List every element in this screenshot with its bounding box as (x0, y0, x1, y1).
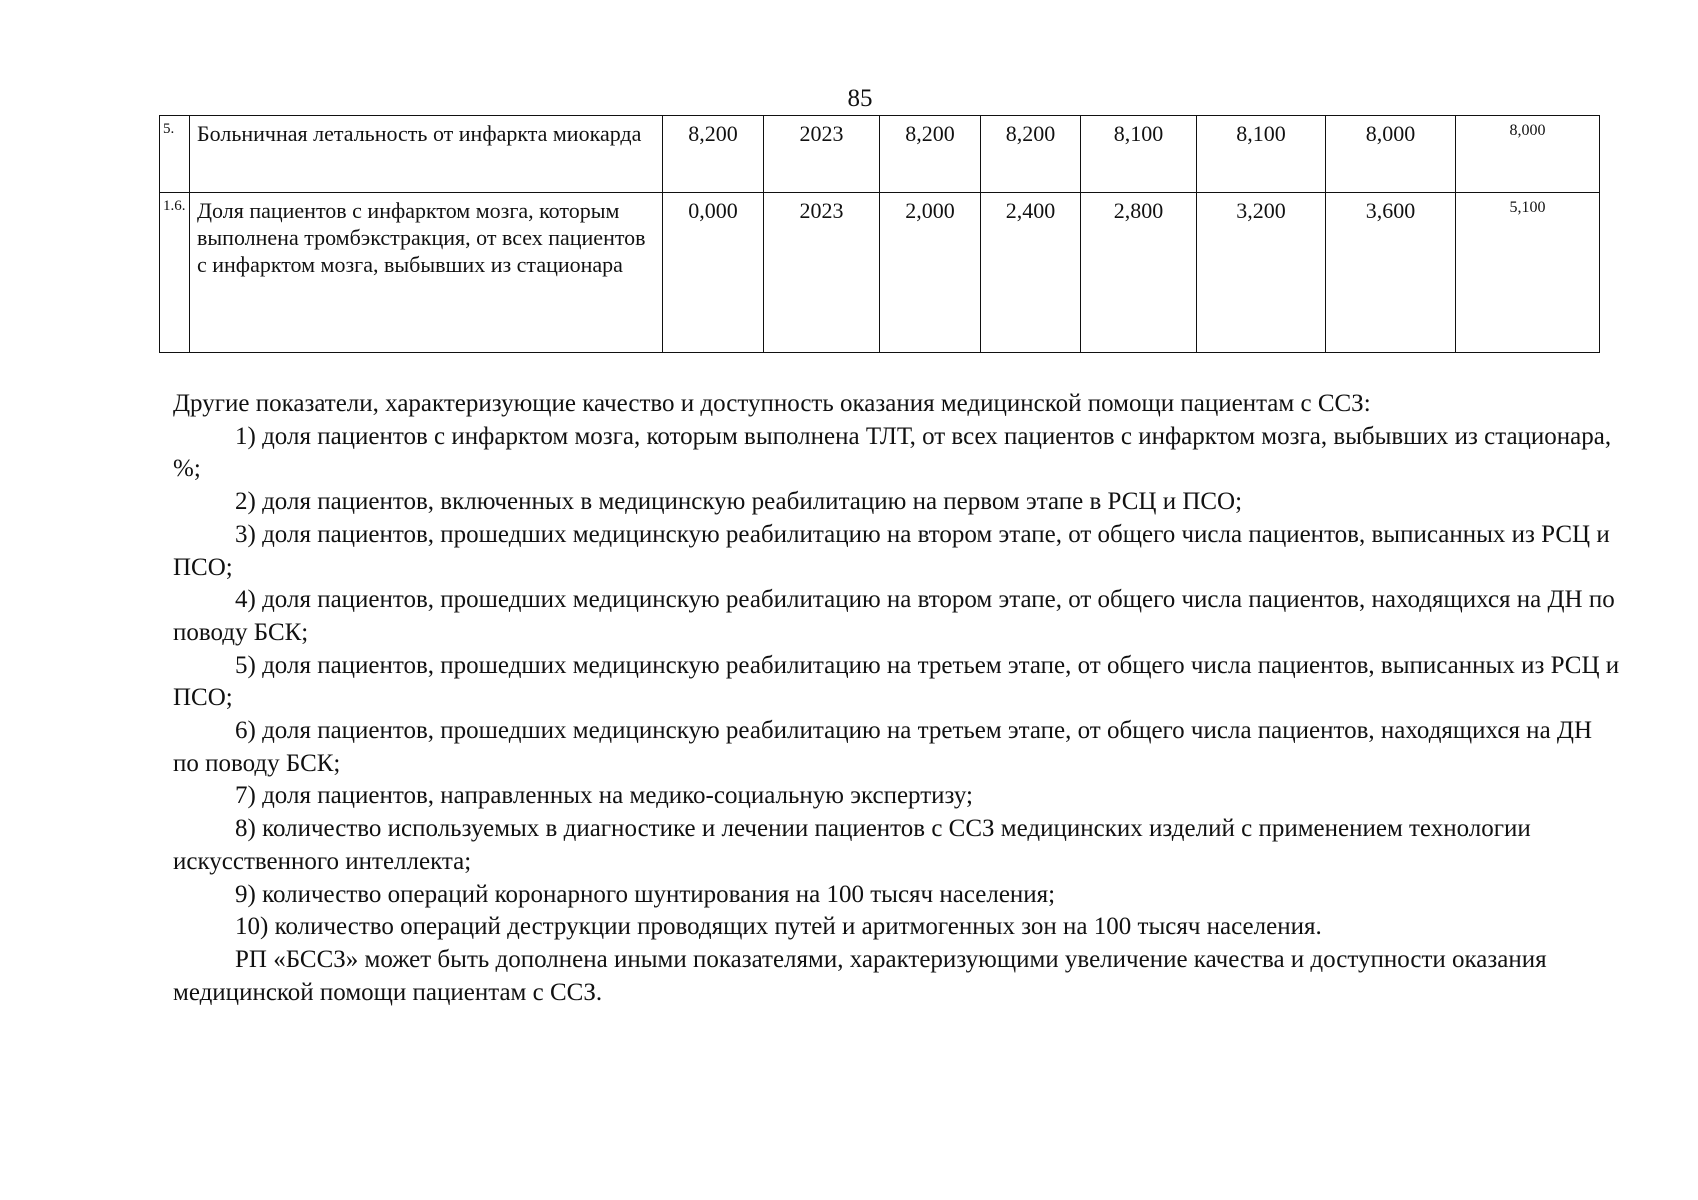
list-item: 8) количество используемых в диагностике и лечении пациентов с ССЗ медицинских изделий с применением технологии искусственного интеллекта; (173, 815, 1531, 875)
indicators-table (159, 115, 1600, 353)
list-item: 6) доля пациентов, прошедших медицинскую реабилитацию на третьем этапе, от общего числа пациентов, находящихся на ДН по поводу БСК; (173, 717, 1593, 777)
list-item: 5) доля пациентов, прошедших медицинскую реабилитацию на третьем этапе, от общего числа пациентов, выписанных из РСЦ и ПСО; (173, 651, 1620, 712)
base-value: 0,000 (663, 193, 764, 353)
base-year: 2023 (764, 116, 880, 193)
final-value: 5,100 (1456, 193, 1600, 353)
intro-paragraph: Другие показатели, характеризующие качество и доступность оказания медицинской помощи пациентам с ССЗ: (173, 390, 1371, 417)
year-value: 8,200 (880, 116, 981, 193)
indicator-name: Доля пациентов с инфарктом мозга, которым выполнена тромбэкстракция, от всех пациентов с инфарктом мозга, выбывших из стационара (190, 193, 663, 353)
table-row (160, 116, 1600, 193)
year-value: 2,800 (1081, 193, 1197, 353)
year-value: 3,200 (1197, 193, 1326, 353)
page-number: 85 (847, 85, 873, 112)
indicator-name: Больничная летальность от инфаркта миокарда (190, 116, 663, 193)
year-value: 8,100 (1197, 116, 1326, 193)
year-value: 2,400 (981, 193, 1081, 353)
list-item: 3) доля пациентов, прошедших медицинскую реабилитацию на втором этапе, от общего числа пациентов, выписанных из РСЦ и ПСО; (173, 520, 1610, 581)
final-value: 8,000 (1456, 116, 1600, 193)
row-number: 1.6. (160, 193, 190, 353)
row-number: 5. (160, 116, 190, 193)
list-item: 4) доля пациентов, прошедших медицинскую реабилитацию на втором этапе, от общего числа пациентов, находящихся на ДН по поводу БСК; (173, 586, 1615, 646)
list-item: 10) количество операций деструкции проводящих путей и аритмогенных зон на 100 тысяч населения. (235, 913, 1322, 941)
table-row (160, 193, 1600, 353)
base-year: 2023 (764, 193, 880, 353)
indicators-text (173, 388, 1623, 1009)
year-value: 2,000 (880, 193, 981, 353)
closing-paragraph: РП «БССЗ» может быть дополнена иными показателями, характеризующими увеличение качества и доступности оказания медицинской помощи пациентам с ССЗ. (173, 945, 1547, 1006)
list-item: 7) доля пациентов, направленных на медико-социальную экспертизу; (235, 782, 974, 810)
year-value: 8,200 (981, 116, 1081, 193)
year-value: 3,600 (1326, 193, 1456, 353)
list-item: 2) доля пациентов, включенных в медицинскую реабилитацию на первом этапе в РСЦ и ПСО; (235, 488, 1243, 516)
year-value: 8,100 (1081, 116, 1197, 193)
list-item: 9) количество операций коронарного шунтирования на 100 тысяч населения; (235, 880, 1056, 908)
year-value: 8,000 (1326, 116, 1456, 193)
base-value: 8,200 (663, 116, 764, 193)
list-item: 1) доля пациентов с инфарктом мозга, которым выполнена ТЛТ, от всех пациентов с инфарктом мозга, выбывших из стационара, %; (173, 422, 1612, 483)
